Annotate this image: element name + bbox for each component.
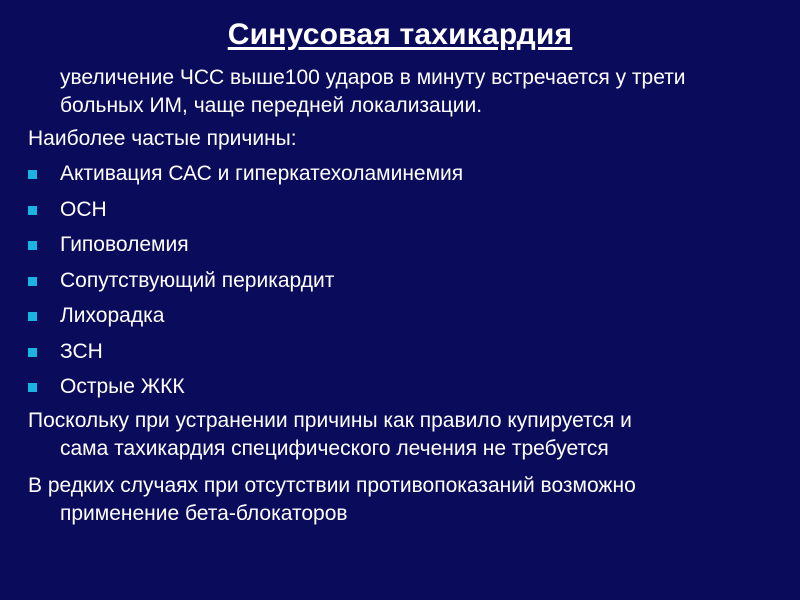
causes-list xyxy=(28,160,768,409)
list-item xyxy=(28,196,768,232)
treatment-paragraph xyxy=(28,407,768,463)
cause-text: Активация САС и гиперкатехоламинемия xyxy=(60,162,464,185)
cause-text: ЗСН xyxy=(60,339,103,363)
list-item xyxy=(28,373,768,409)
list-item xyxy=(28,267,768,303)
cause-text: ОСН xyxy=(60,197,107,221)
square-bullet-icon xyxy=(28,383,37,392)
square-bullet-icon xyxy=(28,170,37,179)
slide-title: Синусовая тахикардия xyxy=(227,18,573,51)
treatment-line-1: Поскольку при устранении причины как правило купируется и xyxy=(28,409,632,432)
square-bullet-icon xyxy=(28,348,37,357)
square-bullet-icon xyxy=(28,312,37,321)
intro-line-2: больных ИМ, чаще передней локализации. xyxy=(60,94,483,117)
list-item xyxy=(28,231,768,267)
beta-blocker-line-2: применение бета-блокаторов xyxy=(60,502,348,525)
square-bullet-icon xyxy=(28,277,37,286)
intro-paragraph xyxy=(60,64,780,120)
list-item xyxy=(28,338,768,374)
treatment-line-2: сама тахикардия специфического лечения не требуется xyxy=(60,437,609,460)
beta-blocker-paragraph xyxy=(28,472,768,528)
square-bullet-icon xyxy=(28,206,37,215)
cause-text: Острые ЖКК xyxy=(60,375,185,398)
cause-text: Гиповолемия xyxy=(60,233,189,256)
square-bullet-icon xyxy=(28,241,37,250)
list-item xyxy=(28,302,768,338)
list-item xyxy=(28,160,768,196)
causes-heading: Наиболее частые причины: xyxy=(28,127,297,150)
cause-text: Сопутствующий перикардит xyxy=(60,268,335,292)
intro-line-1: увеличение ЧСС выше100 ударов в минуту встречается у трети xyxy=(60,66,686,89)
cause-text: Лихорадка xyxy=(60,304,165,327)
beta-blocker-line-1: В редких случаях при отсутствии противопоказаний возможно xyxy=(28,474,636,497)
